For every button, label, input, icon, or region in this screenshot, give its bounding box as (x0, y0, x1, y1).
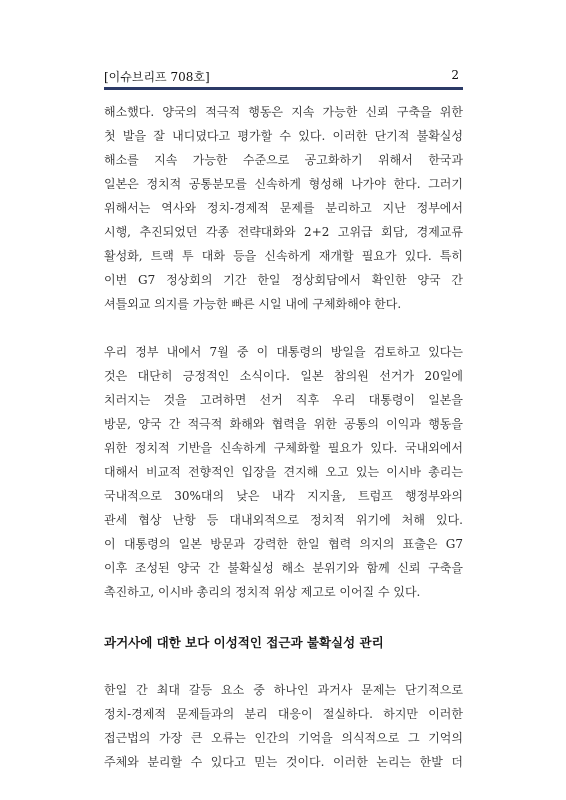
paragraph-line: 주체와 분리할 수 있다고 믿는 것이다. 이러한 논리는 한발 더 (104, 755, 463, 769)
paragraph-line: 시행, 추진되었던 각종 전략대화와 2+2 고위급 회담, 경제교류 (104, 225, 463, 239)
paragraph-line: 셔틀외교 의지를 가능한 빠른 시일 내에 구체화해야 한다. (104, 297, 402, 311)
paragraph-line: 활성화, 트랙 투 대화 등을 신속하게 재개할 필요가 있다. 특히 (104, 249, 463, 263)
paragraph-line: 국내적으로 30%대의 낮은 내각 지지율, 트럼프 행정부와의 (104, 489, 463, 503)
paragraph-line: 이번 G7 정상회의 기간 한일 정상회담에서 확인한 양국 간 (104, 273, 463, 287)
page-header (104, 68, 463, 88)
section-spacer (104, 604, 463, 631)
paragraph-3 (104, 678, 463, 774)
paragraph-line: 우리 정부 내에서 7월 중 이 대통령의 방일을 검토하고 있다는 (104, 345, 463, 359)
paragraph-line: 정치-경제적 문제들과의 분리 대응이 절실하다. 하지만 이러한 (104, 707, 463, 721)
paragraph-line: 해소를 지속 가능한 수준으로 공고화하기 위해서 한국과 (104, 153, 463, 167)
paragraph-line: 일본은 정치적 공통분모를 신속하게 형성해 나가야 한다. 그러기 (104, 177, 463, 191)
header-divider (104, 87, 463, 90)
issue-brief-label: [이슈브리프 708호] (104, 70, 210, 84)
paragraph-line: 한일 간 최대 갈등 요소 중 하나인 과거사 문제는 단기적으로 (104, 683, 463, 697)
section-heading: 과거사에 대한 보다 이성적인 접근과 불확실성 관리 (104, 635, 384, 650)
document-body (104, 100, 463, 774)
paragraph-line: 촉진하고, 이시바 총리의 정치적 위상 제고로 이어질 수 있다. (104, 585, 421, 599)
paragraph-spacer (104, 316, 463, 340)
paragraph-line: 이후 조성된 양국 간 불확실성 해소 분위기와 함께 신뢰 구축을 (104, 561, 463, 575)
page-number: 2 (451, 68, 459, 82)
paragraph-line: 위한 정치적 기반을 신속하게 구체화할 필요가 있다. 국내외에서 (104, 441, 463, 455)
paragraph-line: 대해서 비교적 전향적인 입장을 견지해 오고 있는 이시바 총리는 (104, 465, 463, 479)
paragraph-2 (104, 340, 463, 604)
paragraph-1 (104, 100, 463, 316)
paragraph-line: 관세 협상 난항 등 대내외적으로 정치적 위기에 처해 있다. (104, 513, 463, 527)
paragraph-line: 이 대통령의 일본 방문과 강력한 한일 협력 의지의 표출은 G7 (104, 537, 463, 551)
paragraph-line: 접근법의 가장 큰 오류는 인간의 기억을 의식적으로 그 기억의 (104, 731, 463, 745)
paragraph-line: 해소했다. 양국의 적극적 행동은 지속 가능한 신뢰 구축을 위한 (104, 105, 463, 119)
paragraph-line: 위해서는 역사와 정치-경제적 문제를 분리하고 지난 정부에서 (104, 201, 463, 215)
section-spacer (104, 655, 463, 678)
paragraph-line: 첫 발을 잘 내디뎠다고 평가할 수 있다. 이러한 단기적 불확실성 (104, 129, 463, 143)
paragraph-line: 것은 대단히 긍정적인 소식이다. 일본 참의원 선거가 20일에 (104, 369, 463, 383)
paragraph-line: 방문, 양국 간 적극적 화해와 협력을 위한 공통의 이익과 행동을 (104, 417, 463, 431)
paragraph-line: 치러지는 것을 고려하면 선거 직후 우리 대통령이 일본을 (104, 393, 463, 407)
